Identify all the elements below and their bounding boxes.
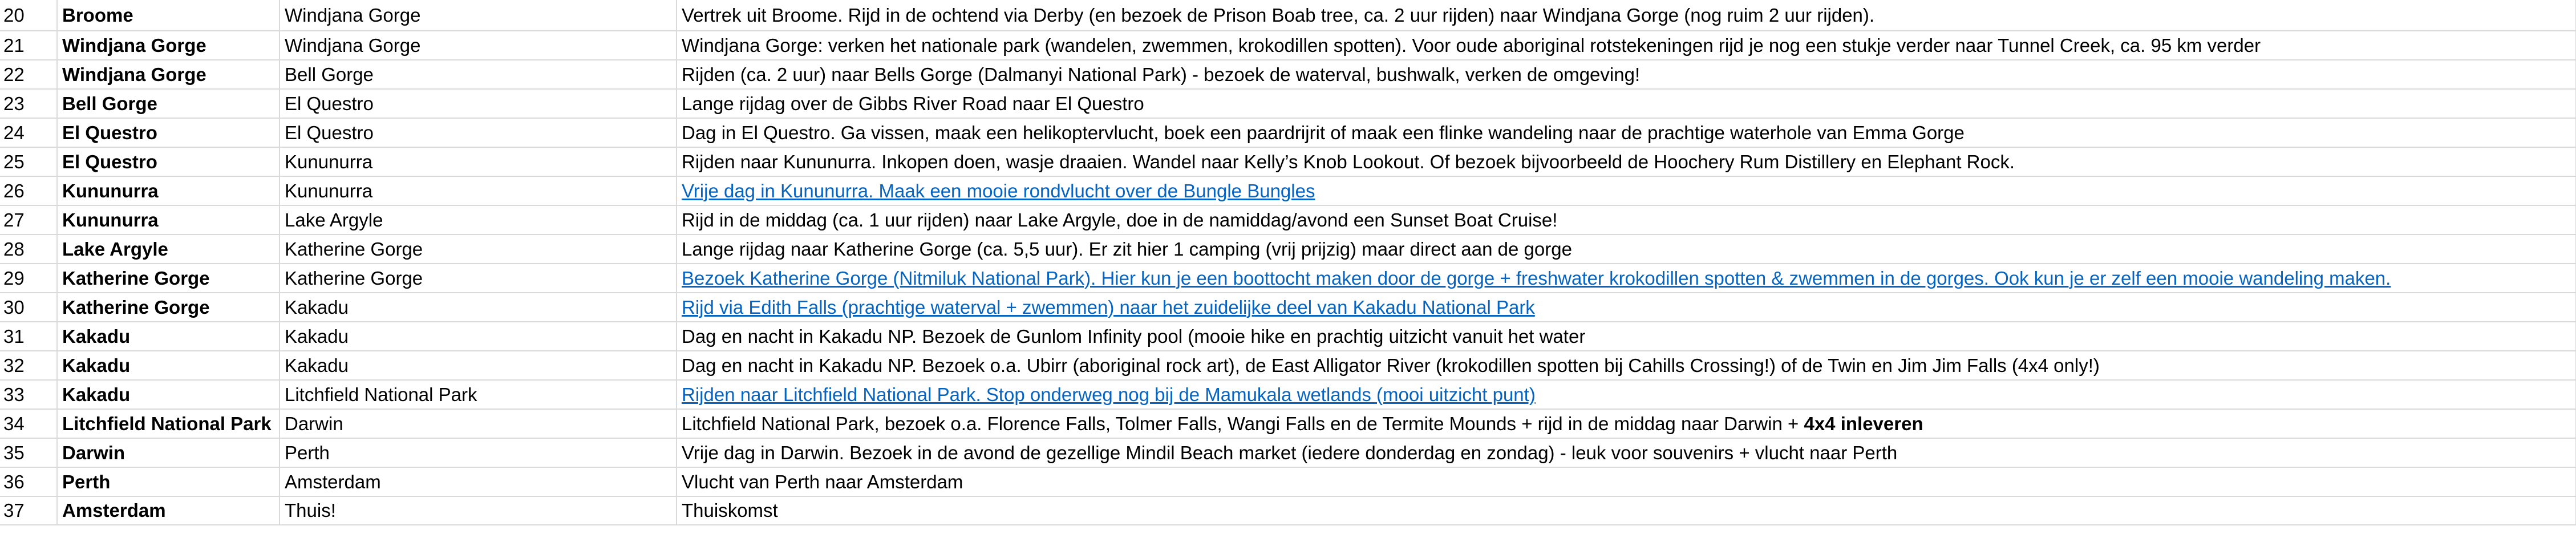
day-cell[interactable]: 37: [0, 496, 57, 525]
description-cell[interactable]: [677, 176, 2576, 205]
day-cell[interactable]: 25: [0, 147, 57, 176]
day-cell[interactable]: 26: [0, 176, 57, 205]
description-link[interactable]: Rijd via Edith Falls (prachtige waterval + zwemmen) naar het zuidelijke deel van Kakadu National Park: [682, 296, 1535, 318]
description-cell[interactable]: Thuiskomst: [677, 496, 2576, 525]
table-row: [0, 380, 2576, 409]
day-cell[interactable]: 23: [0, 89, 57, 118]
description-cell[interactable]: Vrije dag in Darwin. Bezoek in de avond de gezellige Mindil Beach market (iedere donderdag en zondag) - leuk voor souvenirs + vlucht naar Perth: [677, 438, 2576, 467]
description-text: Litchfield National Park, bezoek o.a. Florence Falls, Tolmer Falls, Wangi Falls en de Termite Mounds + rijd in de middag naar Darwin +: [682, 412, 1804, 434]
to-cell[interactable]: Kununurra: [280, 147, 677, 176]
table-row: [0, 0, 2576, 31]
table-row: [0, 205, 2576, 234]
table-row: [0, 467, 2576, 496]
to-cell[interactable]: Kakadu: [280, 322, 677, 351]
description-cell[interactable]: [677, 380, 2576, 409]
description-link[interactable]: Rijden naar Litchfield National Park. Stop onderweg nog bij de Mamukala wetlands (mooi uitzicht punt): [682, 383, 1536, 405]
day-cell[interactable]: 20: [0, 0, 57, 31]
from-cell[interactable]: El Questro: [57, 118, 280, 147]
description-cell[interactable]: Rijden (ca. 2 uur) naar Bells Gorge (Dalmanyi National Park) - bezoek de waterval, bushwalk, verken de omgeving!: [677, 60, 2576, 89]
from-cell[interactable]: Windjana Gorge: [57, 31, 280, 60]
from-cell[interactable]: El Questro: [57, 147, 280, 176]
from-cell[interactable]: Katherine Gorge: [57, 293, 280, 322]
from-cell[interactable]: Bell Gorge: [57, 89, 280, 118]
from-cell[interactable]: Darwin: [57, 438, 280, 467]
description-cell[interactable]: Rijden naar Kununurra. Inkopen doen, wasje draaien. Wandel naar Kelly’s Knob Lookout. Of bezoek bijvoorbeeld de Hoochery Rum Distillery en Elephant Rock.: [677, 147, 2576, 176]
day-cell[interactable]: 21: [0, 31, 57, 60]
from-cell[interactable]: Kununurra: [57, 205, 280, 234]
from-cell[interactable]: Kununurra: [57, 176, 280, 205]
table-row: [0, 409, 2576, 438]
day-cell[interactable]: 36: [0, 467, 57, 496]
table-row: [0, 438, 2576, 467]
from-cell[interactable]: Litchfield National Park: [57, 409, 280, 438]
from-cell[interactable]: Perth: [57, 467, 280, 496]
description-link[interactable]: Bezoek Katherine Gorge (Nitmiluk National Park). Hier kun je een boottocht maken door de gorge + freshwater krokodillen spotten & zwemmen in de gorges. Ook kun je er zelf een mooie wandeling maken.: [682, 267, 2391, 289]
table-row: [0, 176, 2576, 205]
day-cell[interactable]: 28: [0, 234, 57, 264]
description-cell[interactable]: Dag en nacht in Kakadu NP. Bezoek de Gunlom Infinity pool (mooie hike en prachtig uitzicht vanuit het water: [677, 322, 2576, 351]
from-cell[interactable]: Windjana Gorge: [57, 60, 280, 89]
to-cell[interactable]: Kununurra: [280, 176, 677, 205]
description-cell[interactable]: Lange rijdag over de Gibbs River Road naar El Questro: [677, 89, 2576, 118]
day-cell[interactable]: 33: [0, 380, 57, 409]
to-cell[interactable]: Thuis!: [280, 496, 677, 525]
day-cell[interactable]: 29: [0, 264, 57, 293]
table-row: [0, 60, 2576, 89]
day-cell[interactable]: 24: [0, 118, 57, 147]
to-cell[interactable]: El Questro: [280, 118, 677, 147]
description-cell[interactable]: Dag en nacht in Kakadu NP. Bezoek o.a. Ubirr (aboriginal rock art), de East Alligator River (krokodillen spotten bij Cahills Crossing!) of de Twin en Jim Jim Falls (4x4 only!): [677, 351, 2576, 380]
description-cell[interactable]: Vertrek uit Broome. Rijd in de ochtend via Derby (en bezoek de Prison Boab tree, ca. 2 uur rijden) naar Windjana Gorge (nog ruim 2 uur rijden).: [677, 0, 2576, 31]
from-cell[interactable]: Kakadu: [57, 322, 280, 351]
to-cell[interactable]: Kakadu: [280, 351, 677, 380]
description-cell[interactable]: Vlucht van Perth naar Amsterdam: [677, 467, 2576, 496]
from-cell[interactable]: Amsterdam: [57, 496, 280, 525]
to-cell[interactable]: Lake Argyle: [280, 205, 677, 234]
table-row: [0, 322, 2576, 351]
table-row: [0, 264, 2576, 293]
day-cell[interactable]: 32: [0, 351, 57, 380]
table-row: [0, 496, 2576, 525]
day-cell[interactable]: 30: [0, 293, 57, 322]
to-cell[interactable]: Windjana Gorge: [280, 0, 677, 31]
day-cell[interactable]: 35: [0, 438, 57, 467]
table-row: [0, 118, 2576, 147]
description-cell[interactable]: Lange rijdag naar Katherine Gorge (ca. 5,5 uur). Er zit hier 1 camping (vrij prijzig) maar direct aan de gorge: [677, 234, 2576, 264]
from-cell[interactable]: Kakadu: [57, 351, 280, 380]
day-cell[interactable]: 27: [0, 205, 57, 234]
to-cell[interactable]: Katherine Gorge: [280, 264, 677, 293]
from-cell[interactable]: Broome: [57, 0, 280, 31]
description-cell[interactable]: [677, 264, 2576, 293]
table-row: [0, 147, 2576, 176]
description-cell[interactable]: [677, 293, 2576, 322]
to-cell[interactable]: Windjana Gorge: [280, 31, 677, 60]
description-cell[interactable]: Rijd in de middag (ca. 1 uur rijden) naar Lake Argyle, doe in de namiddag/avond een Sunset Boat Cruise!: [677, 205, 2576, 234]
table-row: [0, 351, 2576, 380]
day-cell[interactable]: 34: [0, 409, 57, 438]
to-cell[interactable]: Perth: [280, 438, 677, 467]
day-cell[interactable]: 31: [0, 322, 57, 351]
description-cell[interactable]: Windjana Gorge: verken het nationale park (wandelen, zwemmen, krokodillen spotten). Voor oude aboriginal rotstekeningen rijd je nog een stukje verder naar Tunnel Creek, ca. 95 km verder: [677, 31, 2576, 60]
from-cell[interactable]: Lake Argyle: [57, 234, 280, 264]
table-row: [0, 234, 2576, 264]
to-cell[interactable]: Amsterdam: [280, 467, 677, 496]
description-link[interactable]: Vrije dag in Kununurra. Maak een mooie rondvlucht over de Bungle Bungles: [682, 180, 1315, 201]
to-cell[interactable]: El Questro: [280, 89, 677, 118]
description-bold-text: 4x4 inleveren: [1804, 412, 1923, 434]
from-cell[interactable]: Kakadu: [57, 380, 280, 409]
day-cell[interactable]: 22: [0, 60, 57, 89]
table-row: [0, 31, 2576, 60]
description-cell[interactable]: [677, 409, 2576, 438]
description-cell[interactable]: Dag in El Questro. Ga vissen, maak een helikoptervlucht, boek een paardrijrit of maak een flinke wandeling naar de prachtige waterhole van Emma Gorge: [677, 118, 2576, 147]
to-cell[interactable]: Katherine Gorge: [280, 234, 677, 264]
to-cell[interactable]: Bell Gorge: [280, 60, 677, 89]
from-cell[interactable]: Katherine Gorge: [57, 264, 280, 293]
to-cell[interactable]: Darwin: [280, 409, 677, 438]
to-cell[interactable]: Kakadu: [280, 293, 677, 322]
to-cell[interactable]: Litchfield National Park: [280, 380, 677, 409]
table-row: [0, 293, 2576, 322]
table-row: [0, 89, 2576, 118]
